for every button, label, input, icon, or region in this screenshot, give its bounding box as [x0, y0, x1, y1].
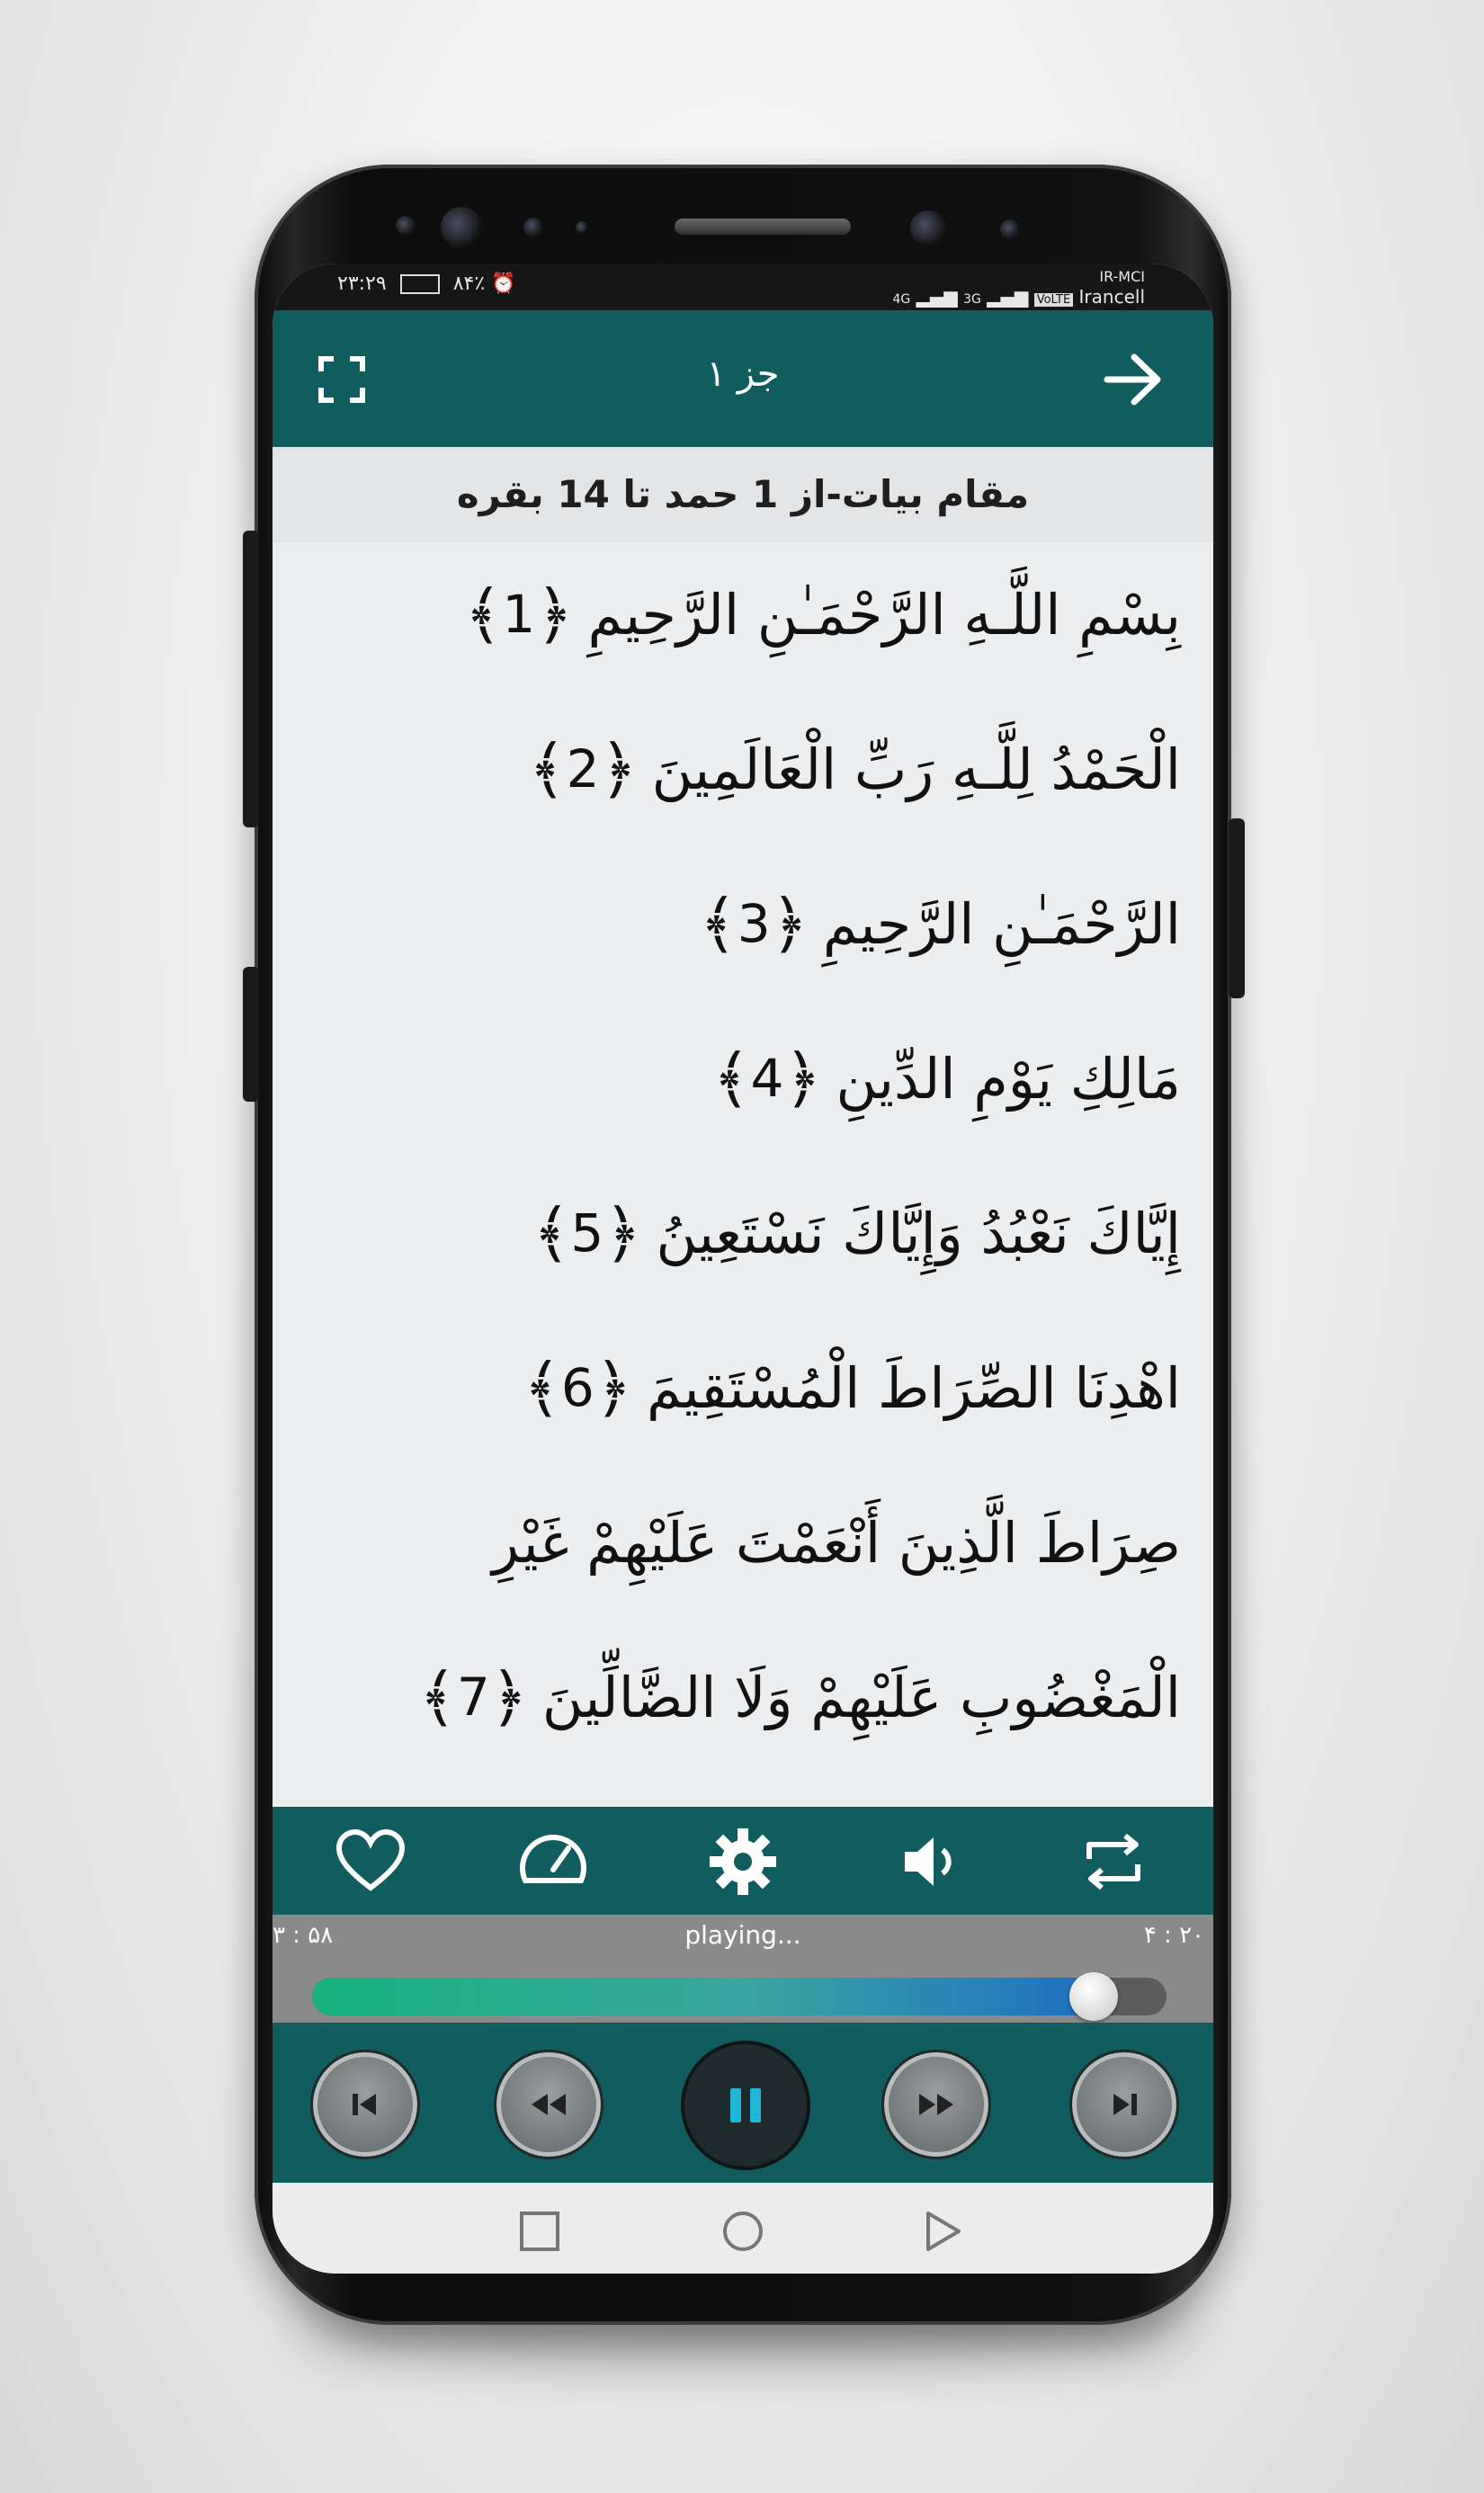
battery-icon — [400, 274, 440, 294]
skip-next-button[interactable] — [1069, 2050, 1179, 2159]
ayah-bracket-icon: ﴾ — [418, 1659, 457, 1735]
speed-gauge-icon[interactable] — [518, 1827, 588, 1897]
ayah-bracket-icon: ﴿ — [599, 731, 638, 807]
ayah-number-marker — [700, 886, 809, 961]
pause-button[interactable] — [681, 2041, 810, 2170]
ayah-number-marker — [532, 1195, 641, 1271]
player-toolbar — [273, 1807, 1213, 1915]
page-title: جز ۱ — [706, 353, 780, 395]
status-bar — [273, 264, 1213, 310]
rewind-icon — [528, 2086, 569, 2122]
ayah-bracket-icon: ﴾ — [523, 1350, 561, 1425]
status-right — [892, 267, 1145, 310]
verse-text: بِسْمِ اللَّـهِ الرَّحْمَـٰنِ الرَّحِيمِ — [587, 581, 1181, 648]
ayah-bracket-icon: ﴾ — [712, 1041, 751, 1116]
total-time: ۴ : ۲۰ — [1143, 1922, 1204, 1949]
ayah-number: 4 — [750, 1048, 784, 1109]
verse-text: إِيَّاكَ نَعْبُدُ وَإِيَّاكَ نَسْتَعِينُ — [656, 1200, 1181, 1266]
ayah-number: 1 — [502, 584, 536, 645]
home-circle-icon[interactable] — [721, 2210, 764, 2253]
battery-level: ۸۴٪ — [452, 273, 486, 295]
fast-forward-button[interactable] — [881, 2050, 991, 2159]
volume-icon[interactable] — [898, 1827, 968, 1897]
seek-bar[interactable] — [312, 1978, 1167, 2015]
ayah-number-marker — [712, 1041, 821, 1116]
pause-icon — [723, 2083, 768, 2128]
verse-text: الْمَغْضُوبِ عَلَيْهِمْ وَلَا الضَّالِّينَ — [541, 1664, 1181, 1730]
skip-previous-button[interactable] — [310, 2050, 420, 2159]
ayah-number: 7 — [456, 1666, 490, 1728]
screen — [273, 264, 1213, 2274]
ayah-bracket-icon: ﴿ — [603, 1195, 642, 1271]
heart-icon[interactable] — [335, 1827, 406, 1897]
ayah-number: 5 — [570, 1202, 604, 1264]
ayah-number: 6 — [560, 1357, 594, 1418]
seek-bar-thumb[interactable] — [1069, 1972, 1118, 2021]
ayah-bracket-icon: ﴿ — [783, 1041, 822, 1116]
arrow-right-icon[interactable] — [1104, 352, 1163, 407]
bixby-key — [243, 967, 259, 1102]
network-3g: 3G — [963, 292, 981, 307]
playback-status: playing... — [684, 1920, 801, 1950]
verse-text: الْحَمْدُ لِلَّـهِ رَبِّ الْعَالَمِينَ — [651, 736, 1181, 802]
ayah-number: 3 — [737, 893, 771, 954]
verse-text: الرَّحْمَـٰنِ الرَّحِيمِ — [822, 890, 1181, 957]
signal-icon-1: ▂▄▆ — [916, 286, 958, 308]
ayah-number-marker — [464, 576, 573, 652]
app-bar — [273, 310, 1213, 447]
recents-square-icon[interactable] — [518, 2210, 561, 2253]
volume-key — [243, 531, 259, 827]
ayah-bracket-icon: ﴾ — [464, 576, 503, 652]
power-key — [1229, 818, 1245, 998]
section-subtitle: مقام بیات-از 1 حمد تا 14 بقره — [273, 447, 1213, 542]
verse-row — [700, 870, 1181, 978]
ayah-bracket-icon: ﴿ — [594, 1350, 632, 1425]
ayah-bracket-icon: ﴾ — [528, 731, 567, 807]
ayah-bracket-icon: ﴿ — [489, 1659, 528, 1735]
volte-badge: VoLTE — [1034, 293, 1073, 307]
clock: ۲۳:۲۹ — [337, 273, 387, 295]
signal-icon-2: ▂▄▆ — [987, 286, 1029, 308]
verse-row — [712, 1024, 1181, 1132]
light-sensor — [576, 221, 588, 234]
repeat-icon[interactable] — [1078, 1827, 1149, 1897]
transport-controls — [273, 2023, 1213, 2183]
back-triangle-icon[interactable] — [921, 2210, 964, 2253]
carrier-name: Irancell — [1078, 286, 1145, 308]
skip-previous-icon — [347, 2086, 383, 2122]
progress-area — [273, 1915, 1213, 2023]
settings-gear-icon[interactable] — [708, 1827, 778, 1897]
front-camera-icon — [441, 207, 482, 248]
verse-row — [419, 1643, 1181, 1751]
verse-row — [528, 715, 1181, 823]
alarm-icon: ⏰ — [491, 273, 516, 295]
iris-camera — [910, 210, 946, 246]
verse-row — [532, 1179, 1181, 1287]
ayah-bracket-icon: ﴿ — [535, 576, 574, 652]
status-left — [337, 273, 516, 295]
verse-row — [464, 560, 1181, 668]
verse-row — [523, 1334, 1181, 1442]
skip-next-icon — [1106, 2086, 1142, 2122]
front-sensor — [396, 216, 416, 236]
ayah-number-marker — [528, 731, 637, 807]
carrier-top: IR-MCI — [1099, 268, 1145, 285]
ayah-number: 2 — [566, 738, 600, 800]
verse-text: اهْدِنَا الصِّرَاطَ الْمُسْتَقِيمَ — [647, 1354, 1181, 1421]
ayah-number-marker — [523, 1350, 632, 1425]
ayah-bracket-icon: ﴿ — [770, 886, 809, 961]
system-nav-bar — [273, 2183, 1213, 2274]
ayah-number-marker — [419, 1659, 528, 1735]
earpiece-speaker — [675, 219, 851, 235]
network-4g: 4G — [892, 292, 911, 307]
fast-forward-icon — [916, 2086, 957, 2122]
rewind-button[interactable] — [494, 2050, 603, 2159]
proximity-sensor — [523, 218, 543, 237]
iris-led — [1000, 219, 1020, 239]
seek-bar-fill — [312, 1978, 1094, 2015]
ayah-bracket-icon: ﴾ — [532, 1195, 571, 1271]
ayah-bracket-icon: ﴾ — [699, 886, 738, 961]
verse-text: صِرَاطَ الَّذِينَ أَنْعَمْتَ عَلَيْهِمْ غَيْرِ — [492, 1509, 1181, 1576]
elapsed-time: ۳ : ۵۸ — [273, 1922, 334, 1949]
verse-row — [492, 1488, 1181, 1596]
verse-text: مَالِكِ يَوْمِ الدِّينِ — [836, 1045, 1181, 1112]
